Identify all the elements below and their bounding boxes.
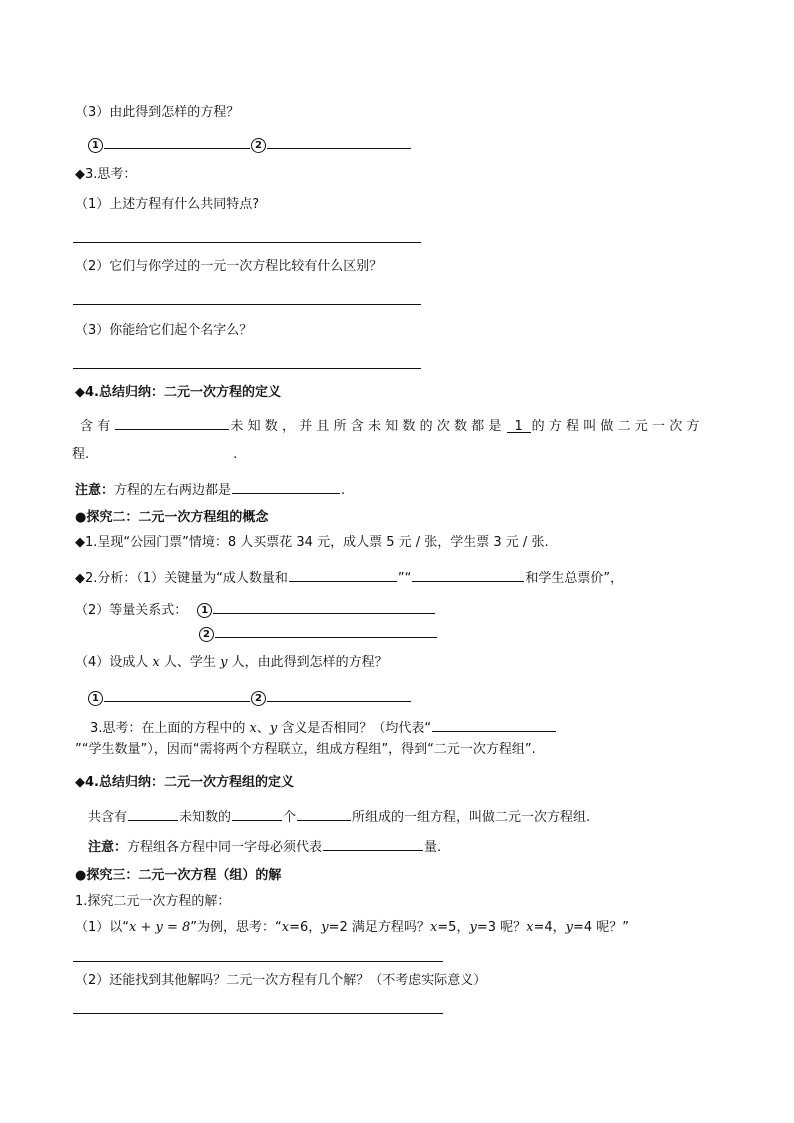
explore-2-scenario: ◆1.呈现“公园门票”情境：8 人买票花 34 元，成人票 5 元 / 张，学生票 3 元 / 张.: [75, 535, 549, 550]
blank-equation-1[interactable]: [104, 134, 250, 149]
var-x: x: [249, 721, 257, 736]
circle-number-2: 2: [251, 691, 266, 706]
analysis-text-a: ◆2.分析：（1）关键量为“成人数量和: [75, 571, 288, 586]
q31-h: =5，: [437, 920, 470, 935]
blank-equation-3[interactable]: [104, 687, 250, 702]
blank-key-quantity-1[interactable]: [289, 567, 397, 582]
note-1-end: .: [341, 483, 346, 498]
section-4-heading: ◆4.总结归纳：二元一次方程的定义: [75, 385, 281, 400]
note-2-end: 量.: [424, 840, 442, 855]
note-2-text: 方程组各方程中同一字母必须代表: [127, 840, 323, 855]
equality-label: （2）等量关系式：: [75, 603, 188, 618]
note-1-label: 注意：: [75, 483, 115, 498]
blank-relation-2[interactable]: [215, 623, 437, 638]
question-2-4: [75, 654, 388, 672]
var-y: y: [220, 655, 228, 670]
var-x: x: [152, 655, 160, 670]
analysis-text-c: 和学生总票价”，: [525, 571, 624, 586]
equation-blanks-row-2: [88, 687, 412, 708]
question-1-3: （3）由此得到怎样的方程？: [75, 105, 240, 120]
blank-note-2[interactable]: [323, 836, 423, 851]
answer-line-s3-q3[interactable]: [73, 368, 421, 369]
blank-key-quantity-2[interactable]: [412, 567, 524, 582]
explore-2-analysis: [75, 567, 623, 588]
note-1-text: 方程的左右两边都是: [114, 483, 232, 498]
analysis-text-b: ”“: [397, 571, 412, 586]
definition-text-a: 含有: [80, 419, 115, 434]
section-3-question-2: （2）它们与你学过的一元一次方程比较有什么区别？: [75, 259, 383, 274]
answer-line-e3-q2[interactable]: [73, 1013, 443, 1014]
circle-number-1: 1: [197, 603, 212, 618]
definition-line-2: [72, 446, 237, 464]
q31-f: =2 满足方程吗？: [328, 920, 430, 935]
blank-unknown-count[interactable]: [115, 415, 229, 430]
q31-b: ”为例，思考：“: [190, 920, 282, 935]
definition-line: [80, 415, 704, 436]
def2-text-d: 所组成的一组方程，叫做二元一次方程组.: [352, 810, 591, 825]
think-text-a: 3.思考：在上面的方程中的: [90, 721, 246, 736]
def2-text-a: 共含有: [88, 810, 128, 825]
explore-3-heading: ●探究三：二元一次方程（组）的解: [75, 868, 282, 883]
q24-text-b: 人、学生: [163, 655, 216, 670]
def2-text-c: 个: [283, 810, 297, 825]
blank-def2-1[interactable]: [128, 806, 178, 821]
blank-equation-4[interactable]: [267, 687, 411, 702]
circle-number-1: 1: [88, 138, 103, 153]
q24-text-a: （4）设成人: [75, 655, 149, 670]
var-y: y: [269, 721, 278, 736]
explore-2-heading: ●探究二：二元一次方程组的概念: [75, 510, 269, 525]
definition-text-b: 未知数，并且所含未知数的次数都是: [230, 419, 506, 434]
q31-j: =3 呢？: [476, 920, 527, 935]
definition-text-c: 的方程叫做二元一次方: [531, 419, 704, 434]
explore-3-question-1: [75, 919, 629, 937]
degree-value: 1: [514, 419, 523, 434]
blank-note-1[interactable]: [232, 479, 340, 494]
think-line-1: [90, 717, 557, 738]
answer-line-e3-q1[interactable]: [73, 961, 443, 962]
var-y: y: [469, 920, 477, 935]
q24-text-c: 人，由此得到怎样的方程？: [231, 655, 388, 670]
equation-blanks-row-1: [88, 134, 412, 155]
answer-line-s3-q1[interactable]: [73, 242, 421, 243]
var-y: y: [565, 920, 573, 935]
blank-equation-2[interactable]: [267, 134, 411, 149]
section-3-question-1: （1）上述方程有什么共同特点?: [75, 197, 260, 212]
definition-dot: .: [233, 447, 238, 462]
var-x: x: [281, 920, 290, 935]
var-x: x: [429, 920, 438, 935]
blank-meaning[interactable]: [432, 717, 556, 732]
def2-text-b: 未知数的: [179, 810, 232, 825]
explore-3-question-2: （2）还能找到其他解吗？二元一次方程有几个解？（不考虑实际意义）: [75, 973, 487, 988]
equality-relations-1: [75, 599, 436, 620]
q31-d: =6，: [289, 920, 322, 935]
think-sep: 、: [256, 721, 270, 736]
circle-number-2: 2: [199, 627, 214, 642]
equality-relations-2: [199, 623, 438, 644]
note-2-label: 注意：: [88, 840, 128, 855]
circle-number-1: 1: [88, 691, 103, 706]
equation-x-plus-y: x + y = 8: [129, 920, 191, 935]
q31-n: =4 呢？”: [572, 920, 630, 935]
note-1: [75, 479, 345, 500]
section-4b-heading: ◆4.总结归纳：二元一次方程组的定义: [75, 775, 294, 790]
answer-line-s3-q2[interactable]: [73, 304, 421, 305]
note-2: [88, 836, 441, 857]
blank-def2-2[interactable]: [232, 806, 282, 821]
section-3-heading: ◆3.思考：: [75, 167, 137, 182]
section-3-question-3: （3）你能给它们起个名字么？: [75, 323, 253, 338]
q31-l: =4，: [533, 920, 566, 935]
think-line-2: ”“学生数量”），因而“需将两个方程联立，组成方程组”，得到“二元一次方程组”.: [75, 742, 536, 757]
blank-degree[interactable]: [507, 418, 531, 433]
explore-3-item-1: 1.探究二元一次方程的解：: [75, 894, 231, 909]
circle-number-2: 2: [251, 138, 266, 153]
q31-a: （1）以“: [75, 920, 130, 935]
system-definition: [88, 806, 590, 827]
think-text-b: 含义是否相同？（均代表“: [281, 721, 432, 736]
blank-def2-3[interactable]: [297, 806, 351, 821]
var-x: x: [526, 920, 534, 935]
var-y: y: [321, 920, 329, 935]
blank-relation-1[interactable]: [213, 599, 435, 614]
definition-text-d: 程.: [72, 447, 90, 462]
